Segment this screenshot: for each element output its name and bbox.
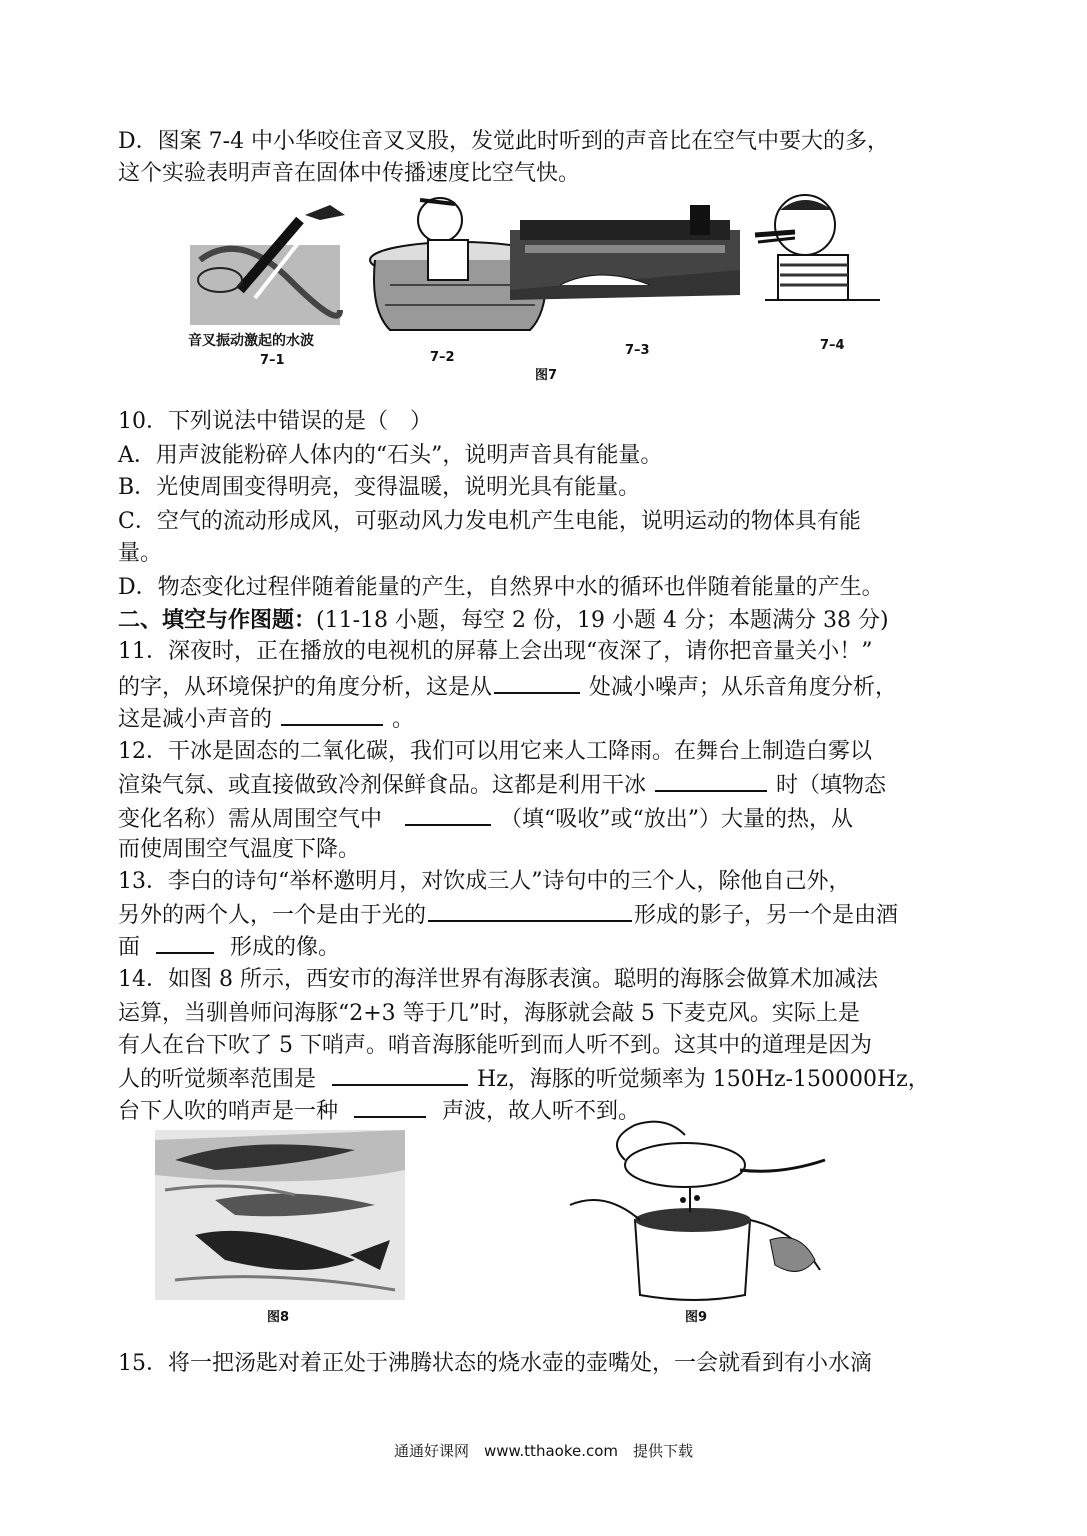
figure-7-illustrations	[180, 190, 900, 385]
q13-line1: 13．李白的诗句“举杯邀明月，对饮成三人”诗句中的三个人，除他自己外，	[118, 869, 851, 894]
spoon-kettle-image	[565, 1120, 835, 1305]
q14-text-a: 人的听觉频率范围是	[118, 1067, 317, 1092]
q13-text-d: 形成的像。	[230, 935, 341, 960]
page-footer: 通通好课网 www.tthaoke.com 提供下载	[393, 1442, 694, 1460]
q10-option-a: A．用声波能粉碎人体内的“石头”，说明声音具有能量。	[118, 443, 663, 468]
q14-text-d: 声波，故人听不到。	[442, 1099, 641, 1124]
q12-blank-2[interactable]	[405, 802, 491, 826]
q14-line5	[118, 1094, 987, 1128]
q14-text-b: Hz，海豚的听觉频率为 150Hz-150000Hz，	[477, 1067, 930, 1092]
q10-option-b: B．光使周围变得明亮，变得温暖，说明光具有能量。	[118, 475, 641, 500]
figure-9	[565, 1120, 835, 1325]
q11-text-a: 的字，从环境保护的角度分析，这是从	[118, 675, 493, 700]
figure-8-caption: 图8	[267, 1310, 290, 1325]
figure-9-caption: 图9	[685, 1310, 708, 1325]
q13-blank-2[interactable]	[156, 930, 214, 954]
q11-text-b: 处减小噪声；从乐音角度分析，	[589, 675, 898, 700]
q12-line4: 而使周围空气温度下降。	[118, 837, 361, 862]
q9-option-d-line2: 这个实验表明声音在固体中传播速度比空气快。	[118, 161, 581, 186]
section-2-title: 二、填空与作图题：	[118, 607, 317, 633]
figure-7-1-label: 7–1	[260, 353, 285, 368]
figure-7-4-label: 7–4	[820, 338, 845, 353]
q15-line1: 15．将一把汤匙对着正处于沸腾状态的烧水壶的壶嘴处，一会就看到有小水滴	[118, 1351, 872, 1376]
q11-text-d: 。	[392, 707, 415, 732]
q12-line3	[118, 802, 987, 836]
q12-text-d: （填“吸收”或“放出”）大量的热，从	[500, 807, 853, 832]
tuning-fork-water-image	[190, 205, 345, 325]
q12-line1: 12．干冰是固态的二氧化碳，我们可以用它来人工降雨。在舞台上制造白雾以	[118, 739, 872, 764]
q10-option-c-line2: 量。	[118, 541, 163, 566]
q10-option-d: D．物态变化过程伴随着能量的产生，自然界中水的循环也伴随着能量的产生。	[118, 575, 884, 600]
q12-line2	[118, 768, 987, 802]
dolphin-image	[155, 1130, 405, 1300]
figure-7-3-label: 7–3	[625, 343, 650, 358]
q14-line1: 14．如图 8 所示，西安市的海洋世界有海豚表演。聪明的海豚会做算术加减法	[118, 967, 878, 992]
q10-stem: 10．下列说法中错误的是（ ）	[118, 409, 432, 434]
figure-7-2-label: 7–2	[430, 350, 455, 365]
section-2-note: (11-18 小题，每空 2 份，19 小题 4 分；本题满分 38 分)	[316, 608, 889, 633]
q13-text-b: 形成的影子，另一个是由酒	[634, 903, 899, 928]
figure-7-caption: 图7	[535, 368, 558, 383]
q14-line3: 有人在台下吹了 5 下哨声。哨音海豚能听到而人听不到。这其中的道理是因为	[118, 1033, 872, 1058]
q14-blank-1[interactable]	[332, 1062, 468, 1086]
q12-blank-1[interactable]	[655, 768, 767, 792]
q12-text-a: 渲染气氛、或直接做致冷剂保鲜食品。这都是利用干冰	[118, 773, 647, 798]
q9-option-d-line1: D．图案 7-4 中小华咬住音叉叉股，发觉此时听到的声音比在空气中要大的多，	[118, 129, 890, 154]
q13-blank-1[interactable]	[428, 898, 632, 922]
bridge-train-image	[510, 205, 740, 300]
q11-line3	[118, 702, 987, 736]
q14-text-c: 台下人吹的哨声是一种	[118, 1099, 339, 1124]
figure-7	[180, 190, 900, 385]
figure-7-1-subtitle: 音叉振动激起的水波	[188, 333, 314, 349]
figure-8	[155, 1130, 405, 1325]
q14-blank-2[interactable]	[354, 1094, 426, 1118]
q10-option-c-line1: C．空气的流动形成风，可驱动风力发电机产生电能，说明运动的物体具有能	[118, 509, 861, 534]
q14-line4	[118, 1062, 987, 1096]
section-2-heading	[118, 604, 987, 637]
q11-blank-1[interactable]	[494, 670, 580, 694]
q12-text-c: 变化名称）需从周围空气中	[118, 807, 383, 832]
q13-text-c: 面	[118, 935, 141, 960]
q11-text-c: 这是减小声音的	[118, 707, 273, 732]
q14-line2: 运算，当驯兽师问海豚“2+3 等于几”时，海豚就会敲 5 下麦克风。实际上是	[118, 1001, 860, 1026]
q13-line3	[118, 930, 987, 964]
q11-line2	[118, 670, 987, 704]
q13-text-a: 另外的两个人，一个是由于光的	[118, 903, 427, 928]
q13-line2	[118, 898, 987, 932]
q11-line1: 11．深夜时，正在播放的电视机的屏幕上会出现“夜深了，请你把音量关小！”	[118, 639, 873, 664]
q12-text-b: 时（填物态	[776, 773, 887, 798]
q11-blank-2[interactable]	[281, 702, 383, 726]
boy-biting-fork-image	[755, 195, 880, 300]
